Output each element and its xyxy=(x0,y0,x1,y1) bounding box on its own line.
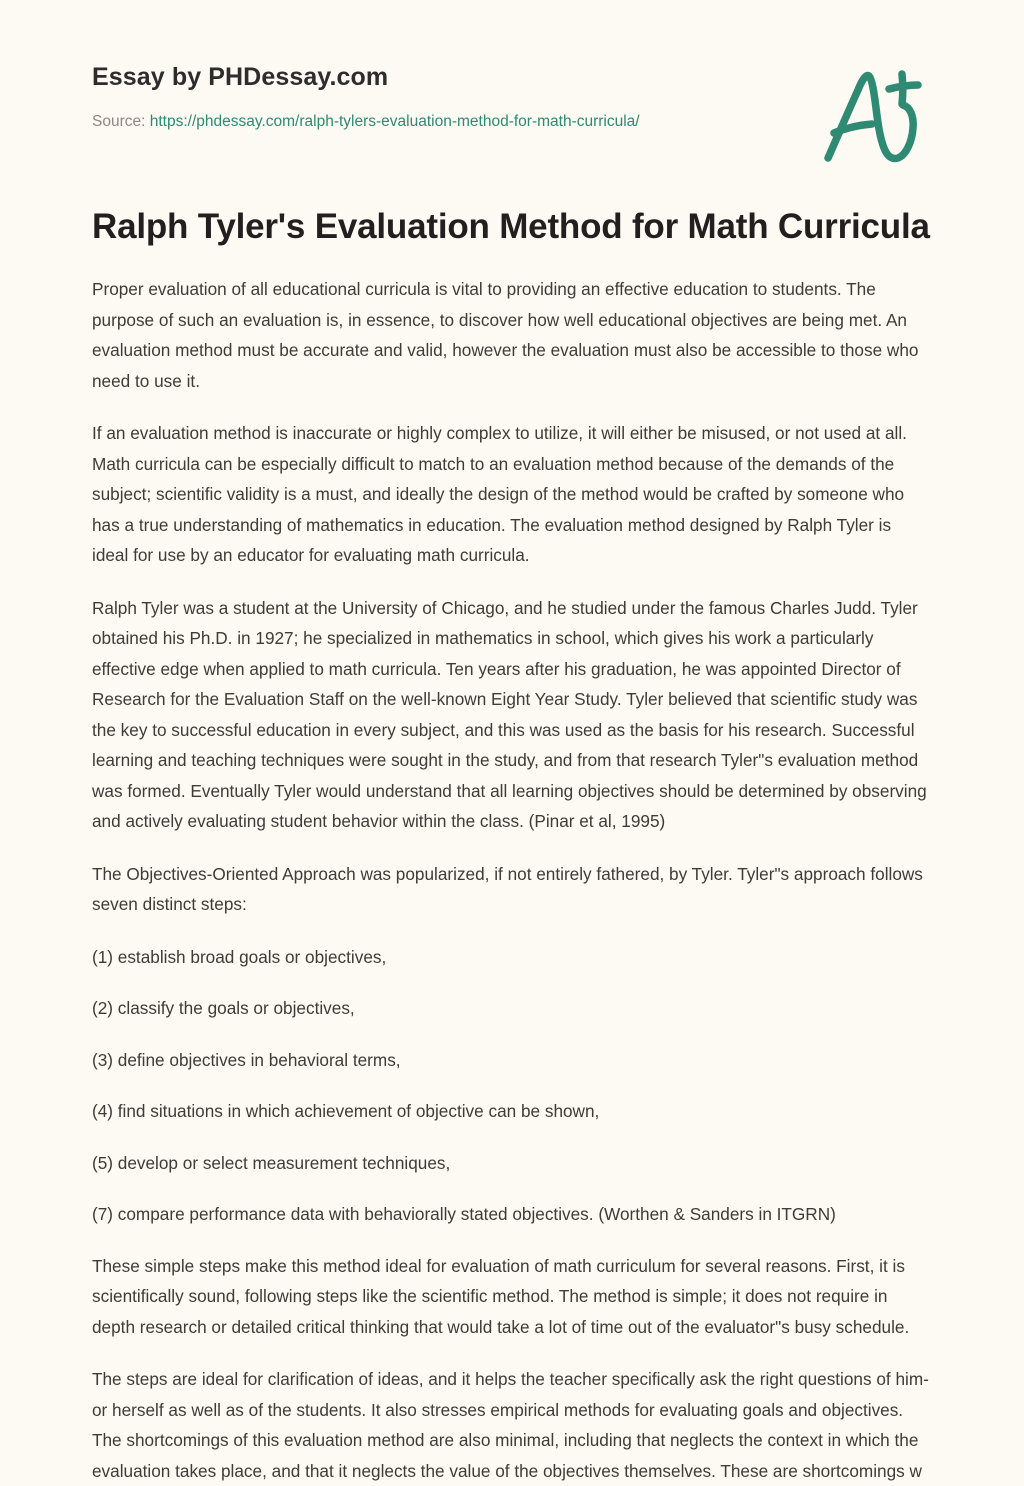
article-body xyxy=(92,248,932,1486)
step-item: (4) find situations in which achievement of objective can be shown, xyxy=(92,1101,600,1122)
source-line xyxy=(92,111,932,133)
paragraph: If an evaluation method is inaccurate or highly complex to utilize, it will either be misused, or not used at all. Math curricula can be especially difficult to match to an evaluation method because of the demands of the subject; scientific validity is a must, and ideally the design of the method would be crafted by someone who has a true understanding of mathematics in education. The evaluation method designed by Ralph Tyler is ideal for use by an educator for evaluating math curricula. xyxy=(92,423,907,566)
step-item: (2) classify the goals or objectives, xyxy=(92,998,355,1019)
paragraph: The Objectives-Oriented Approach was popularized, if not entirely fathered, by Tyler. Tyler"s approach follows seven distinct steps: xyxy=(92,863,923,915)
step-item: (1) establish broad goals or objectives, xyxy=(92,946,387,967)
paragraph: The steps are ideal for clarification of ideas, and it helps the teacher specifically ask the right questions of him- or herself as well as of the students. It also stresses empirical methods for evaluating goals and objectives. The shortcomings of this evaluation method are also minimal, including that neglects the context in which the evaluation takes place, and that it neglects the value of the objectives themselves. These are shortcomings w xyxy=(92,1369,929,1481)
step-item: (7) compare performance data with behaviorally stated objectives. (Worthen & Sanders in ITGRN) xyxy=(92,1204,836,1225)
source-url-link[interactable]: https://phdessay.com/ralph-tylers-evaluation-method-for-math-curricula/ xyxy=(149,113,640,130)
paragraph: Ralph Tyler was a student at the University of Chicago, and he studied under the famous Charles Judd. Tyler obtained his Ph.D. in 1927; he specialized in mathematics in school, which gives his work a particularly effective edge when applied to math curricula. Ten years after his graduation, he was appointed Director of Research for the Evaluation Staff on the well-known Eight Year Study. Tyler believed that scientific study was the key to successful education in every subject, and this was used as the basis for his research. Successful learning and teaching techniques were sought in the study, and from that research Tyler"s evaluation method was formed. Eventually Tyler would understand that all learning objectives should be determined by observing and actively evaluating student behavior within the class. (Pinar et al, 1995) xyxy=(92,597,927,832)
step-item: (5) develop or select measurement techniques, xyxy=(92,1152,451,1173)
paragraph: Proper evaluation of all educational curricula is vital to providing an effective education to students. The purpose of such an evaluation is, in essence, to discover how well educational objectives are being met. An evaluation method must be accurate and valid, however the evaluation must also be accessible to those who need to use it. xyxy=(92,279,919,391)
source-label: Source: xyxy=(92,113,146,130)
brand-title: Essay by PHDessay.com xyxy=(92,63,389,91)
aplus-logo-icon xyxy=(814,62,932,170)
page-title: Ralph Tyler's Evaluation Method for Math Curricula xyxy=(92,206,930,246)
page-header xyxy=(92,0,932,133)
step-item: (3) define objectives in behavioral terms, xyxy=(92,1049,401,1070)
paragraph: These simple steps make this method ideal for evaluation of math curriculum for several reasons. First, it is scientifically sound, following steps like the scientific method. The method is simple; it does not require in depth research or detailed critical thinking that would take a lot of time out of the evaluator"s busy schedule. xyxy=(92,1255,910,1337)
